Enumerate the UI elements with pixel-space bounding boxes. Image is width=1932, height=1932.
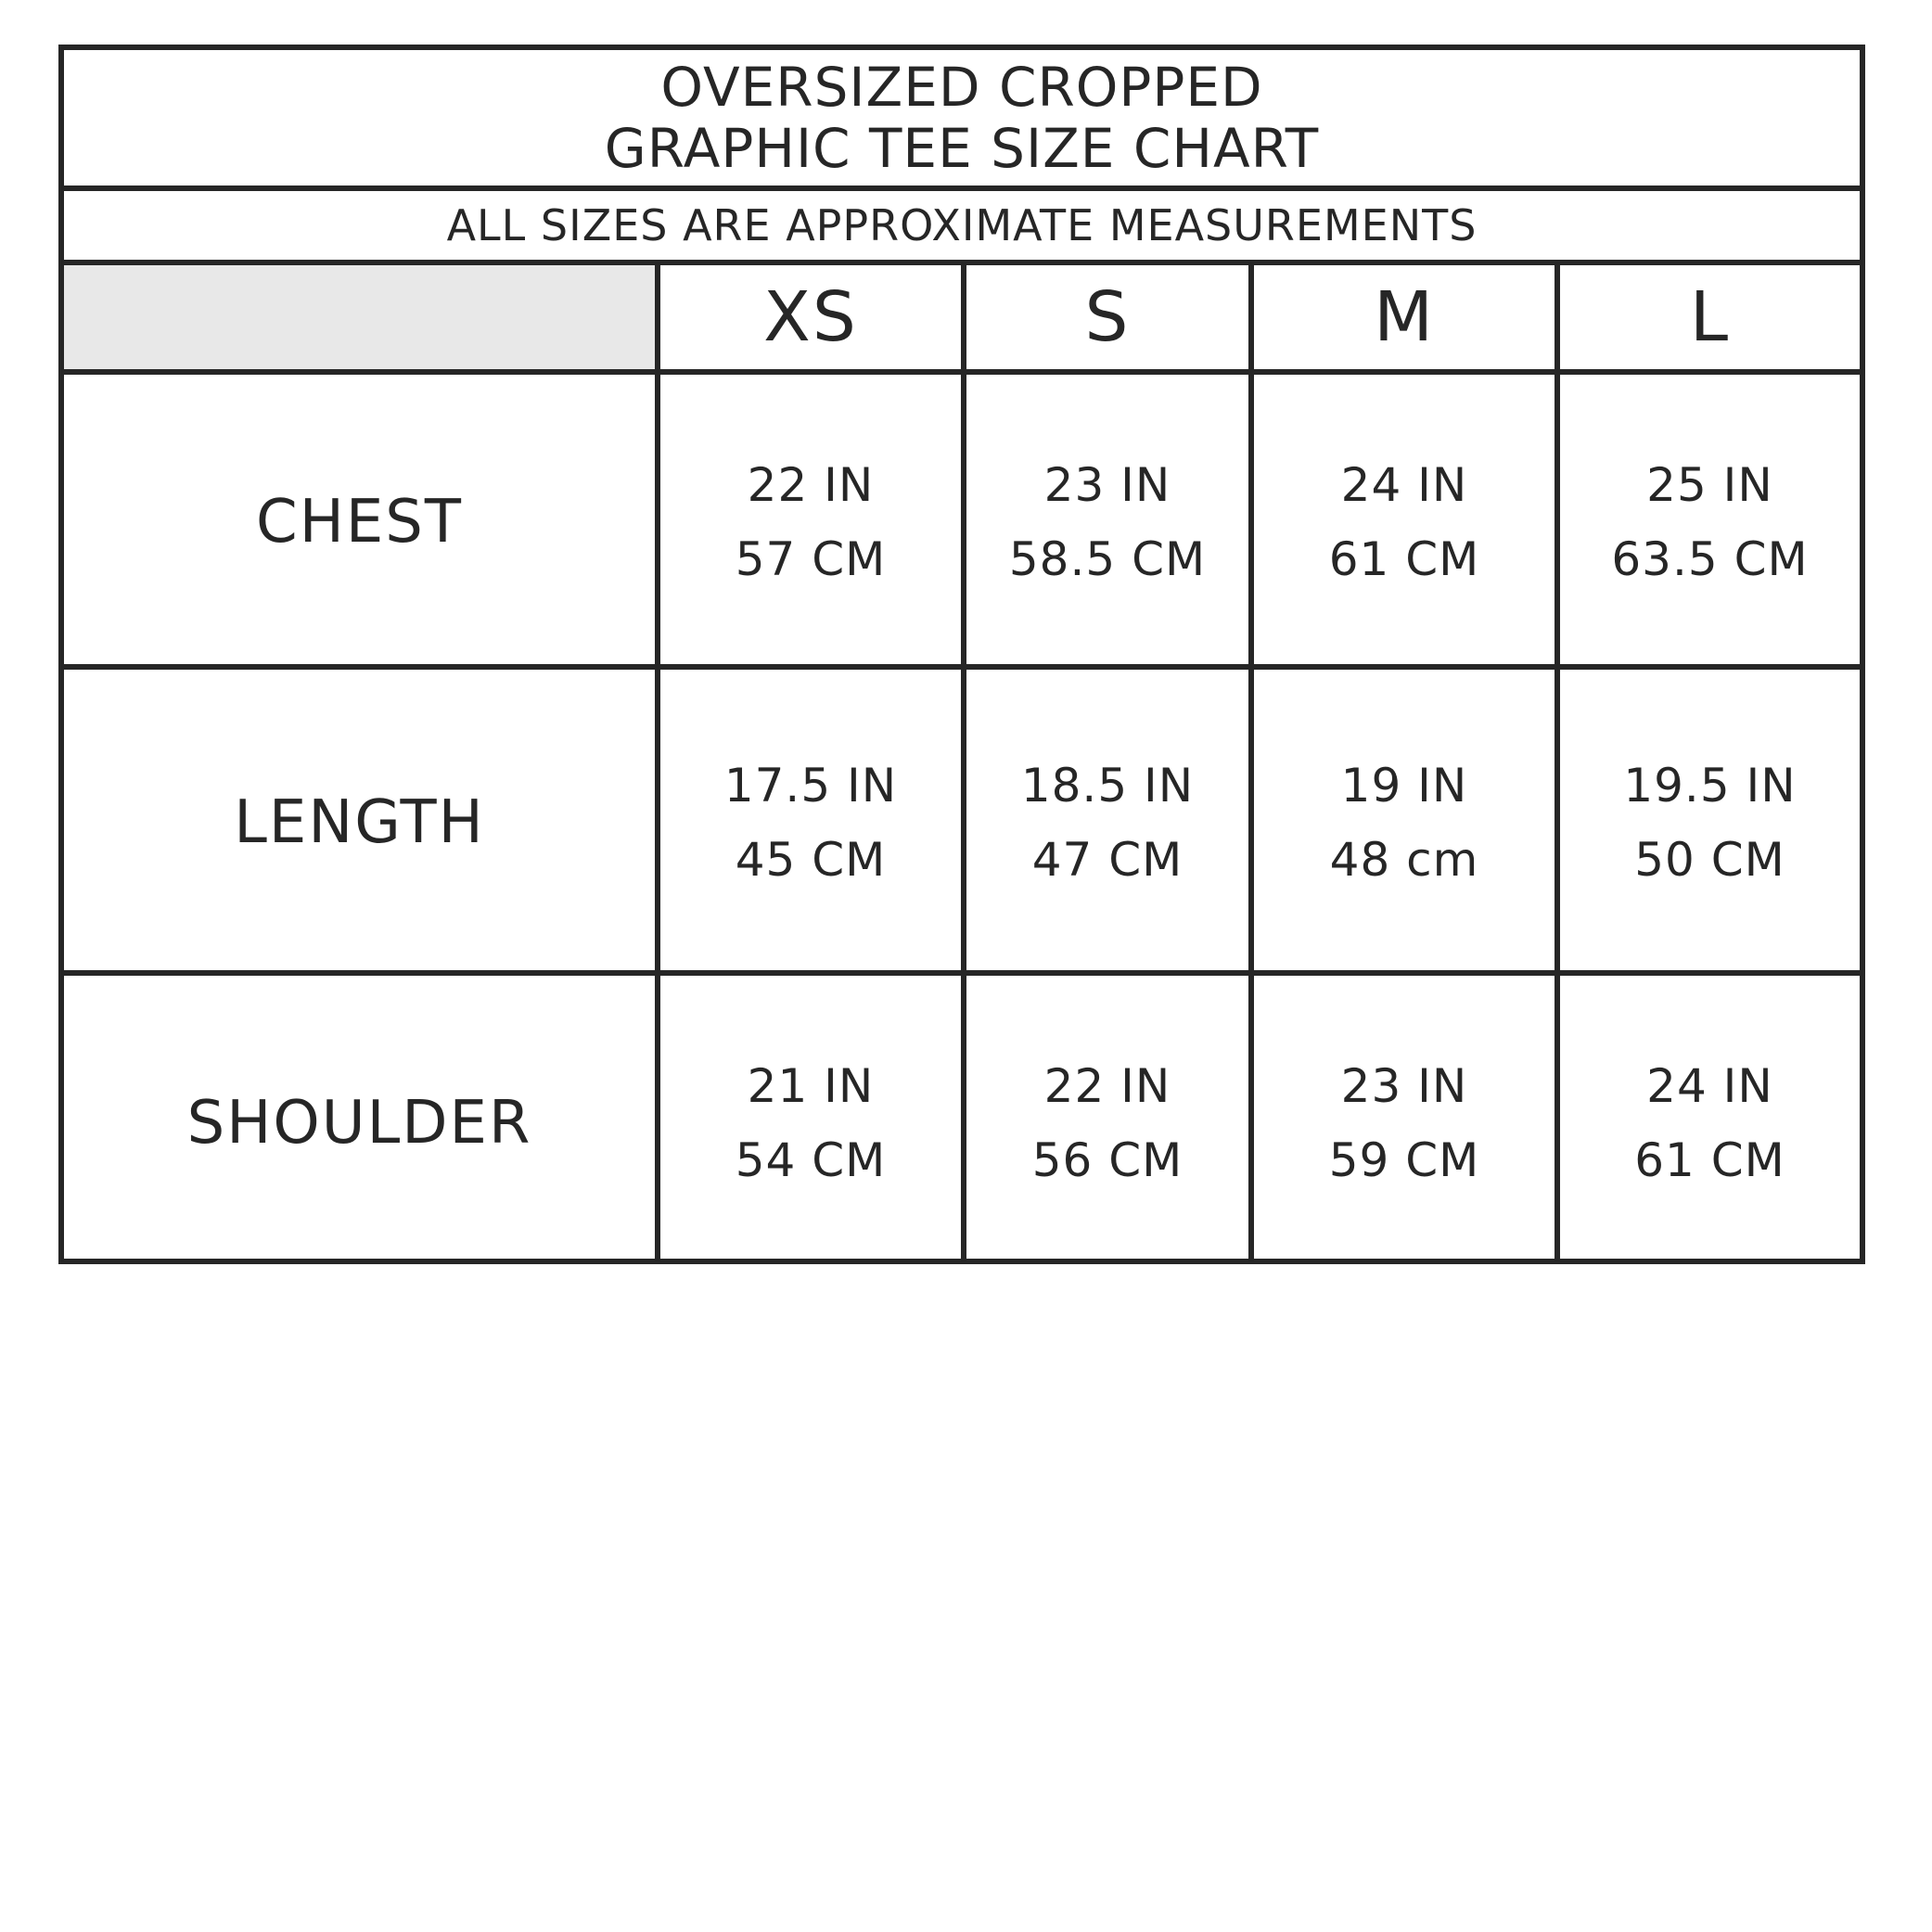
- row-label: LENGTH: [234, 788, 485, 857]
- value-centimeters: 59 CM: [1328, 1132, 1480, 1187]
- value-centimeters: 58.5 CM: [1008, 532, 1207, 586]
- value-cell: [660, 981, 961, 1264]
- chart-title-line-1: OVERSIZED CROPPED: [660, 56, 1263, 119]
- value-centimeters: 61 CM: [1328, 532, 1480, 586]
- size-chart: [58, 45, 1865, 1264]
- value-inches: 22 IN: [747, 458, 875, 512]
- subtitle-band: [64, 191, 1860, 265]
- value-cell: [1254, 380, 1555, 664]
- column-divider: [1248, 265, 1254, 1264]
- value-centimeters: 50 CM: [1634, 833, 1785, 887]
- value-inches: 23 IN: [1340, 1058, 1468, 1113]
- value-inches: 19 IN: [1340, 759, 1468, 812]
- row-label-cell: [64, 675, 655, 970]
- value-cell: [966, 981, 1248, 1264]
- value-inches: 19.5 IN: [1623, 759, 1797, 812]
- value-cell: [660, 380, 961, 664]
- size-header-m: [1254, 265, 1555, 369]
- value-inches: 24 IN: [1340, 458, 1468, 512]
- column-divider: [655, 265, 660, 1264]
- size-label: XS: [763, 277, 858, 357]
- value-cell: [1254, 981, 1555, 1264]
- size-label: M: [1374, 277, 1435, 357]
- corner-cell: [64, 265, 655, 369]
- size-header-l: [1560, 265, 1860, 369]
- value-cell: [966, 675, 1248, 970]
- value-cell: [1560, 380, 1860, 664]
- size-label: S: [1084, 277, 1131, 357]
- size-header-xs: [660, 265, 961, 369]
- row-label: CHEST: [256, 488, 463, 557]
- value-inches: 22 IN: [1043, 1058, 1171, 1113]
- value-cell: [660, 675, 961, 970]
- value-centimeters: 56 CM: [1031, 1132, 1184, 1187]
- value-inches: 25 IN: [1646, 458, 1773, 512]
- chart-title-line-2: GRAPHIC TEE SIZE CHART: [604, 117, 1320, 180]
- column-divider: [961, 265, 966, 1264]
- row-label-cell: [64, 380, 655, 664]
- size-table: [64, 265, 1860, 1264]
- value-centimeters: 48 cm: [1329, 833, 1479, 887]
- value-cell: [1560, 675, 1860, 970]
- row-label-cell: [64, 981, 655, 1264]
- value-cell: [966, 380, 1248, 664]
- value-cell: [1560, 981, 1860, 1264]
- value-cell: [1254, 675, 1555, 970]
- title-band: [64, 50, 1860, 191]
- value-centimeters: 57 CM: [735, 532, 887, 586]
- value-inches: 21 IN: [747, 1058, 875, 1113]
- size-header-s: [966, 265, 1248, 369]
- chart-subtitle: ALL SIZES ARE APPROXIMATE MEASUREMENTS: [446, 200, 1478, 250]
- value-inches: 23 IN: [1043, 458, 1171, 512]
- row-label: SHOULDER: [186, 1088, 532, 1158]
- value-centimeters: 54 CM: [735, 1132, 887, 1187]
- value-centimeters: 45 CM: [735, 833, 887, 887]
- value-inches: 24 IN: [1646, 1058, 1773, 1113]
- column-divider: [1555, 265, 1560, 1264]
- value-centimeters: 47 CM: [1031, 833, 1184, 887]
- value-inches: 18.5 IN: [1020, 759, 1195, 812]
- value-inches: 17.5 IN: [723, 759, 898, 812]
- value-centimeters: 61 CM: [1634, 1132, 1785, 1187]
- value-centimeters: 63.5 CM: [1611, 532, 1809, 586]
- size-label: L: [1689, 277, 1731, 357]
